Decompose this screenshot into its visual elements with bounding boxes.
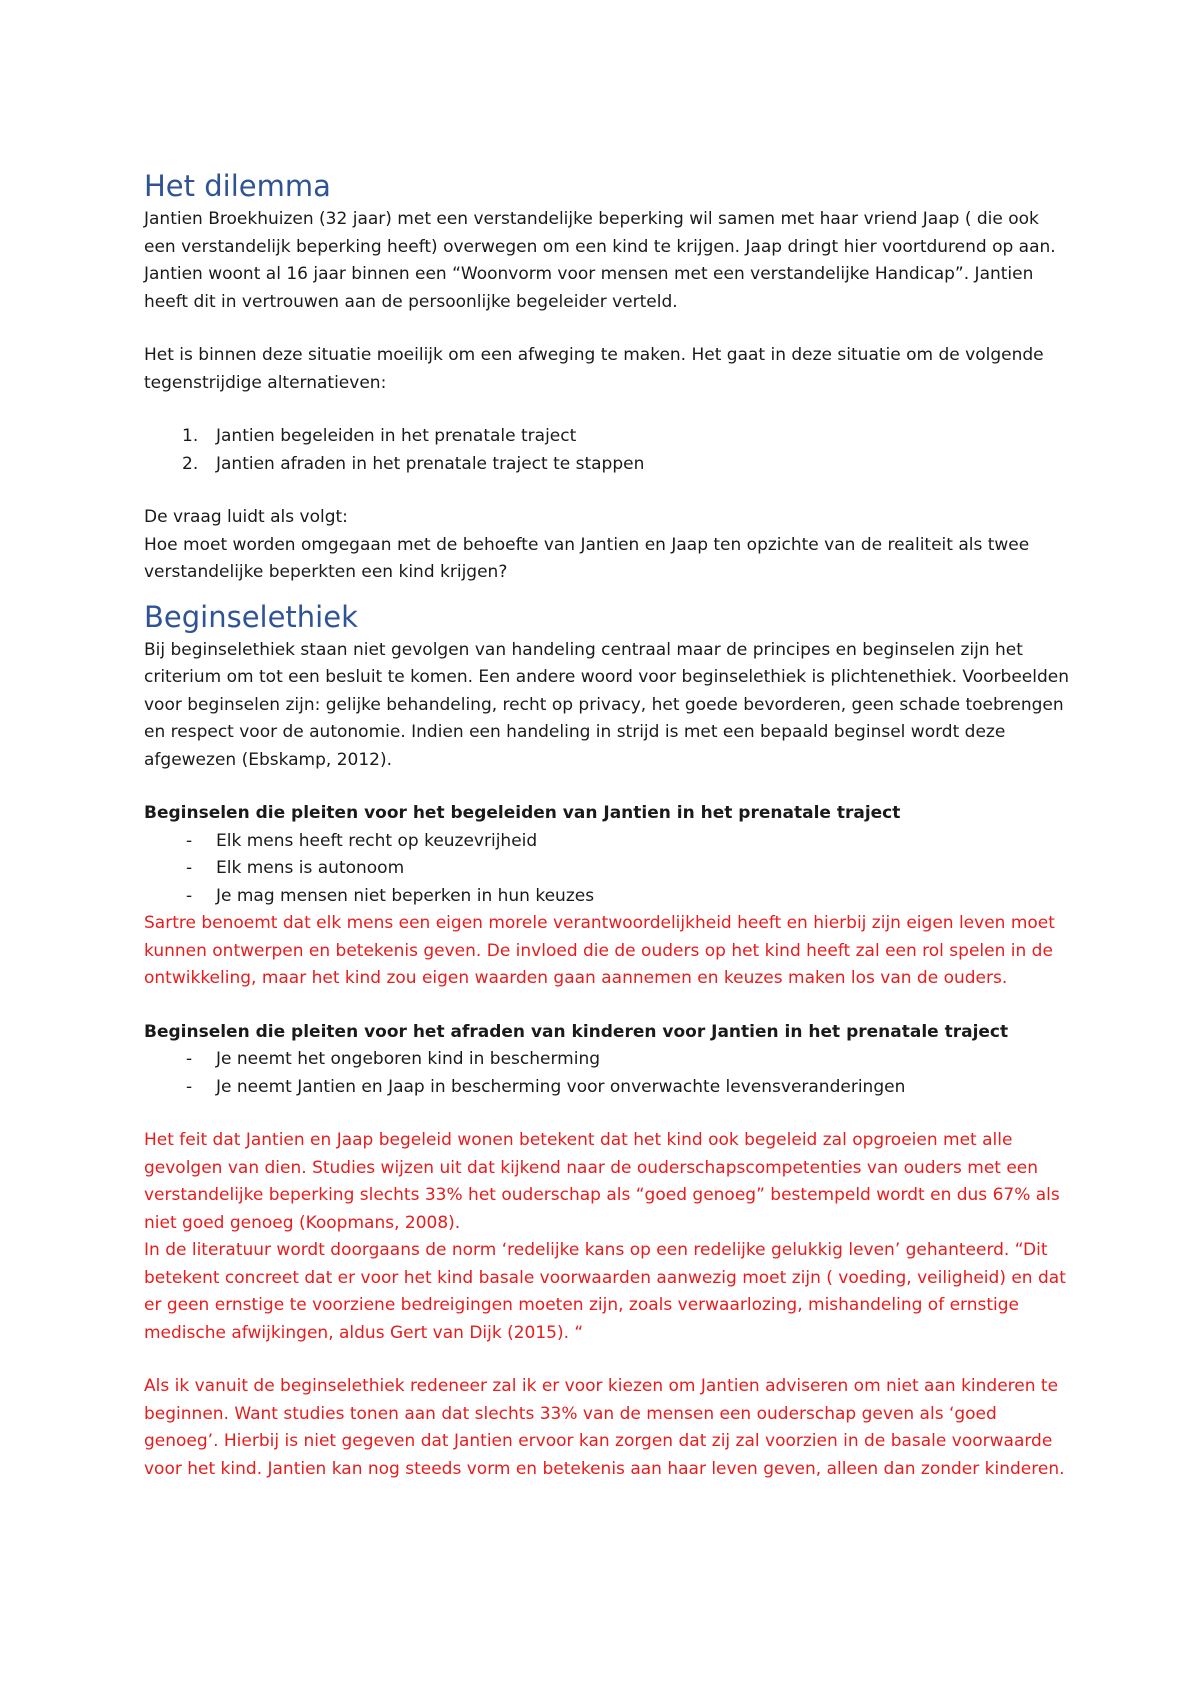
question-label: De vraag luidt als volgt: bbox=[144, 507, 348, 527]
against-comment-studies: Het feit dat Jantien en Jaap begeleid wonen betekent dat het kind ook begeleid zal opgroeien met alle gevolgen van dien. Studies wijzen uit dat kijkend naar de ouderschapscompetenties van ouders met een verstandelijke beperking slechts 33% het ouderschap als “goed genoeg” bestempeld wordt en dus 67% als niet goed genoeg (Koopmans, 2008). bbox=[144, 1130, 1060, 1233]
list-item-text: Je neemt het ongeboren kind in bescherming bbox=[216, 1049, 601, 1069]
list-item-text: Elk mens is autonoom bbox=[216, 858, 405, 878]
for-principles-list bbox=[144, 828, 1074, 911]
beginselethiek-intro: Bij beginselethiek staan niet gevolgen van handeling centraal maar de principes en beginselen zijn het criterium om tot een besluit te komen. Een andere woord voor beginselethiek is plichtenethiek. Voorbeelden voor beginselen zijn: gelijke behandeling, recht op privacy, het goede bevorderen, geen schade toebrengen en respect voor de autonomie. Indien een handeling in strijd is met een bepaald beginsel wordt deze afgewezen (Ebskamp, 2012). bbox=[144, 639, 1069, 770]
list-item-text: Je neemt Jantien en Jaap in bescherming voor onverwachte levensveranderingen bbox=[216, 1076, 906, 1097]
document-page bbox=[144, 168, 1074, 1483]
against-principles-list bbox=[144, 1046, 1074, 1101]
heading-beginselethiek: Beginselethiek bbox=[144, 599, 358, 634]
list-item bbox=[144, 828, 1074, 856]
for-principles-heading: Beginselen die pleiten voor het begeleiden van Jantien in het prenatale traject bbox=[144, 803, 901, 823]
list-dash: - bbox=[186, 885, 193, 906]
dilemma-paragraph: Jantien Broekhuizen (32 jaar) met een verstandelijke beperking wil samen met haar vriend Jaap ( die ook een verstandelijk beperking heeft) overwegen om een kind te krijgen. Jaap dringt hier voortdurend op aan. Jantien woont al 16 jaar binnen een “Woonvorm voor mensen met een verstandelijke Handicap”. Jantien heeft dit in vertrouwen aan de persoonlijke begeleider verteld. bbox=[144, 209, 1056, 312]
against-comment-literature: In de literatuur wordt doorgaans de norm ‘redelijke kans op een redelijke gelukkig leven’ gehanteerd. “Dit betekent concreet dat er voor het kind basale voorwaarden aanwezig moet zijn ( voeding, veiligheid) en dat er geen ernstige te voorziene bedreigingen moeten zijn, zoals verwaarlozing, mishandeling of ernstige medische afwijkingen, aldus Gert van Dijk (2015). “ bbox=[144, 1240, 1066, 1343]
list-number: 2. bbox=[182, 453, 199, 474]
alternatives-list bbox=[144, 423, 1074, 478]
list-dash: - bbox=[186, 1076, 193, 1097]
research-question: Hoe moet worden omgegaan met de behoefte van Jantien en Jaap ten opzichte van de realiteit als twee verstandelijke beperkten een kind krijgen? bbox=[144, 534, 1030, 582]
list-item-text: Je mag mensen niet beperken in hun keuzes bbox=[216, 885, 595, 906]
list-dash: - bbox=[186, 830, 193, 851]
list-item bbox=[144, 1046, 1074, 1074]
list-dash: - bbox=[186, 858, 193, 878]
list-item bbox=[144, 1074, 1074, 1102]
against-principles-heading: Beginselen die pleiten voor het afraden van kinderen voor Jantien in het prenatale traject bbox=[144, 1021, 1009, 1042]
list-item bbox=[144, 423, 1074, 451]
conclusion-paragraph: Als ik vanuit de beginselethiek redeneer zal ik er voor kiezen om Jantien adviseren om niet aan kinderen te beginnen. Want studies tonen aan dat slechts 33% van de mensen een ouderschap geven als ‘goed genoeg’. Hierbij is niet gegeven dat Jantien ervoor kan zorgen dat zij zal voorzien in de basale voorwaarde voor het kind. Jantien kan nog steeds vorm en betekenis aan haar leven geven, alleen dan zonder kinderen. bbox=[144, 1376, 1065, 1479]
list-dash: - bbox=[186, 1049, 193, 1069]
list-item-text: Elk mens heeft recht op keuzevrijheid bbox=[216, 830, 538, 851]
list-item bbox=[144, 855, 1074, 883]
list-item bbox=[144, 451, 1074, 479]
list-item-text: Jantien begeleiden in het prenatale traject bbox=[216, 426, 577, 446]
heading-het-dilemma: Het dilemma bbox=[144, 169, 331, 203]
list-item bbox=[144, 883, 1074, 911]
list-number: 1. bbox=[182, 426, 199, 446]
alternatives-intro-paragraph: Het is binnen deze situatie moeilijk om een afweging te maken. Het gaat in deze situatie om de volgende tegenstrijdige alternatieven: bbox=[144, 345, 1044, 393]
for-comment: Sartre benoemt dat elk mens een eigen morele verantwoordelijkheid heeft en hierbij zijn eigen leven moet kunnen ontwerpen en betekenis geven. De invloed die de ouders op het kind heeft zal een rol spelen in de ontwikkeling, maar het kind zou eigen waarden gaan aannemen en keuzes maken los van de ouders. bbox=[144, 913, 1055, 988]
list-item-text: Jantien afraden in het prenatale traject te stappen bbox=[216, 453, 645, 474]
